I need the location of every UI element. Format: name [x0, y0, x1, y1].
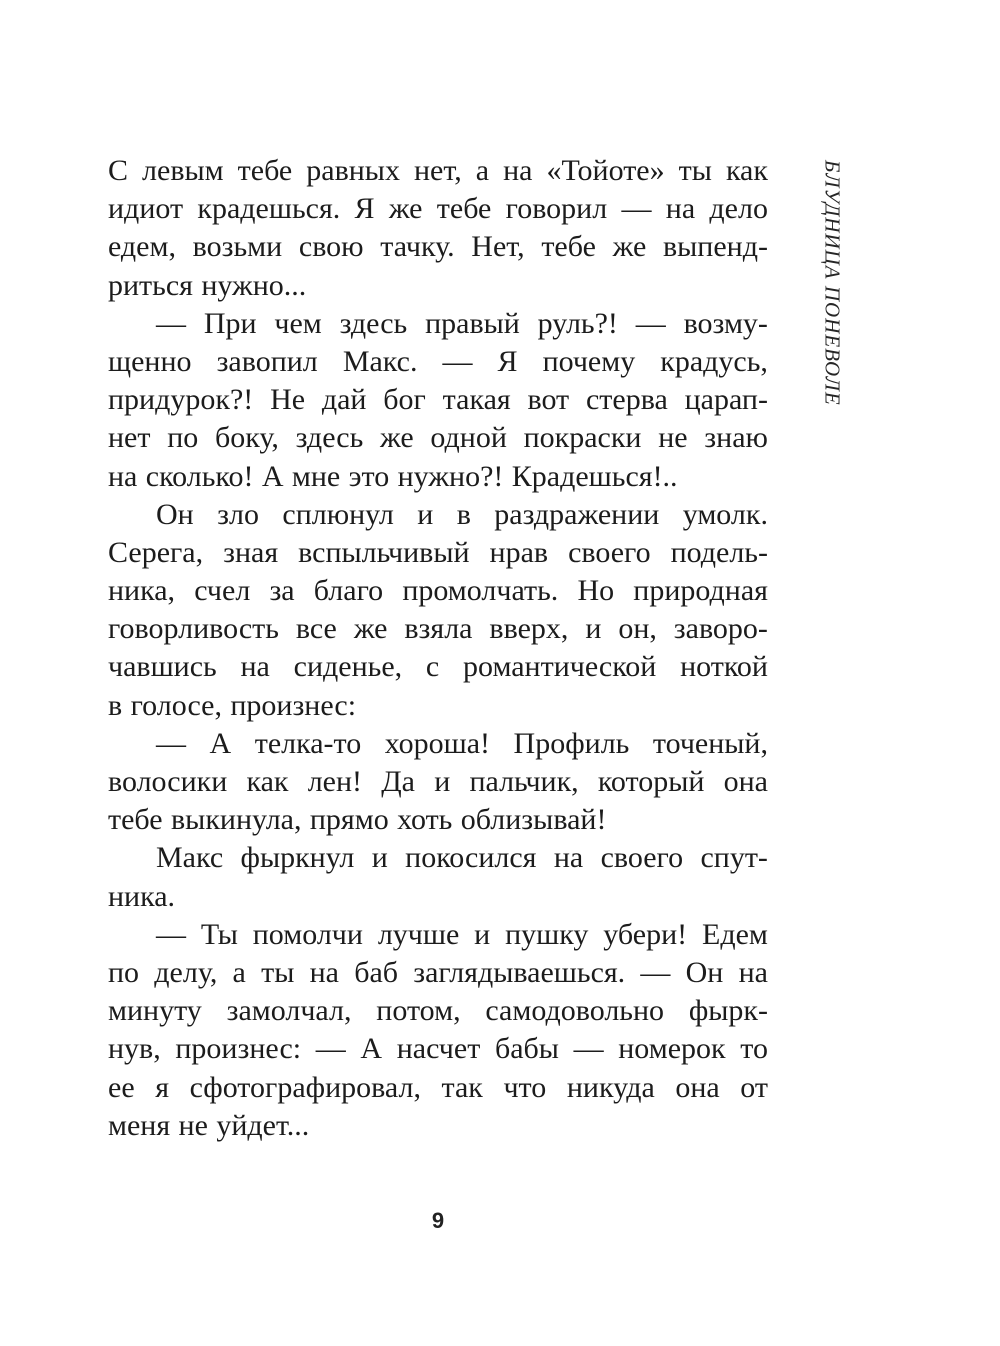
text-line — [108, 152, 768, 190]
word: тебе — [108, 803, 163, 837]
word: пальчик, — [469, 765, 579, 798]
word: сиденье, — [293, 650, 403, 684]
word: в — [108, 688, 123, 722]
word: ты — [261, 955, 295, 989]
word: чавшись — [108, 650, 217, 684]
word: идиот — [108, 192, 184, 226]
word: свою — [298, 230, 364, 264]
word: то — [740, 1032, 768, 1066]
word: и — [474, 917, 491, 951]
word: сплюнул — [282, 497, 394, 531]
word: сфотографировал, — [189, 1070, 421, 1104]
word: С — [108, 154, 129, 187]
text-line — [108, 992, 768, 1030]
word: а — [232, 955, 246, 989]
word: промолчать. — [402, 574, 559, 608]
word: на — [503, 154, 533, 187]
word: нужно?! — [397, 459, 504, 493]
word: зная — [223, 535, 279, 569]
word: произнес: — [230, 688, 357, 722]
word: тебе — [541, 230, 596, 264]
word: от — [740, 1070, 768, 1104]
word: точеный, — [652, 726, 768, 760]
word: — — [621, 192, 652, 226]
word: природная — [633, 574, 768, 608]
word: и — [371, 841, 388, 875]
text-line — [108, 305, 768, 343]
text-line — [108, 1069, 768, 1107]
running-head-title: БЛУДНИЦА ПОНЕВОЛЕ — [820, 160, 845, 406]
word: Ты — [200, 917, 238, 951]
text-line — [108, 648, 768, 686]
word: так — [441, 1070, 483, 1104]
word: Я — [497, 344, 518, 378]
word: здесь — [295, 421, 364, 455]
text-line — [108, 1030, 768, 1068]
word: возму- — [683, 306, 768, 340]
word: волосики — [108, 765, 228, 798]
text-line — [108, 916, 768, 954]
word: Профиль — [513, 726, 630, 760]
word: же — [388, 192, 423, 226]
word: такая — [442, 383, 511, 417]
word: на — [240, 650, 270, 684]
word: говорливость — [108, 612, 279, 646]
text-line — [108, 534, 768, 572]
word: облизывай! — [460, 803, 607, 837]
word: царап- — [684, 383, 768, 417]
text-line — [108, 267, 768, 305]
word: бог — [383, 383, 426, 417]
text-line — [108, 190, 768, 228]
word: спут- — [700, 841, 768, 875]
word: правый — [425, 306, 520, 340]
text-line — [108, 878, 768, 916]
word: Нет, — [471, 230, 525, 264]
word: ника. — [108, 879, 176, 913]
word: баб — [354, 955, 399, 989]
text-line — [108, 954, 768, 992]
body-text — [108, 152, 768, 1145]
word: счел — [194, 574, 251, 608]
word: вот — [527, 383, 570, 417]
word: своего — [600, 841, 684, 875]
word: «Тойоте» — [546, 154, 665, 187]
word: что — [503, 1070, 547, 1104]
word: Макс — [156, 841, 224, 875]
word: равных — [306, 154, 400, 187]
word: уйдет... — [216, 1108, 310, 1142]
word: же — [379, 421, 414, 455]
text-line — [108, 763, 768, 801]
word: вспыльчивый — [298, 535, 470, 569]
word: покосился — [405, 841, 537, 875]
word: ноткой — [680, 650, 768, 684]
word: все — [295, 612, 337, 646]
word: подель- — [670, 535, 768, 569]
word: Но — [577, 574, 615, 608]
word: с — [425, 650, 440, 684]
word: Крадешься!.. — [511, 459, 678, 493]
text-line — [108, 725, 768, 763]
word: покраски — [523, 421, 642, 455]
text-line — [108, 419, 768, 457]
text-line — [108, 572, 768, 610]
word: — — [573, 1032, 604, 1066]
word: ты — [678, 154, 712, 187]
word: При — [203, 306, 257, 340]
word: и — [434, 765, 451, 798]
word: благо — [313, 574, 384, 608]
word: на — [738, 955, 768, 989]
word: Он — [156, 497, 194, 531]
word: — — [635, 306, 666, 340]
word: крадусь, — [660, 344, 768, 378]
word: Не — [270, 383, 306, 417]
word: Едем — [702, 917, 768, 951]
word: тебе — [237, 154, 293, 187]
word: хоть — [397, 803, 453, 837]
word: же — [612, 230, 647, 264]
word: потом, — [376, 994, 461, 1028]
text-line — [108, 458, 768, 496]
word: тебе — [436, 192, 492, 226]
word: самодовольно — [485, 994, 665, 1028]
word: помолчи — [252, 917, 363, 951]
word: нрав — [489, 535, 549, 569]
word: и — [585, 612, 602, 646]
word: минуту — [108, 994, 202, 1028]
word: фыркнул — [240, 841, 355, 875]
word: — — [156, 306, 186, 340]
word: по — [167, 421, 199, 455]
word: одной — [430, 421, 507, 455]
word: — — [156, 917, 186, 951]
word: выпенд- — [662, 230, 768, 264]
word: который — [597, 765, 705, 798]
word: насчет — [396, 1032, 481, 1066]
word: раздражении — [494, 497, 660, 531]
word: как — [725, 154, 768, 187]
running-head — [812, 160, 852, 460]
text-line — [108, 610, 768, 648]
word: телка-то — [254, 726, 362, 760]
word: придурок?! — [108, 383, 254, 417]
word: я — [155, 1070, 170, 1104]
word: — — [640, 955, 671, 989]
word: руль?! — [537, 306, 618, 340]
word: на — [309, 955, 339, 989]
word: едем, — [108, 230, 176, 264]
word: дай — [321, 383, 367, 417]
word: Я — [354, 192, 375, 226]
word: на — [553, 841, 584, 875]
word: стерва — [585, 383, 668, 417]
word: пушку — [505, 917, 589, 951]
text-line — [108, 228, 768, 266]
text-line — [108, 801, 768, 839]
text-line — [108, 1107, 768, 1145]
word: умолк. — [682, 497, 768, 531]
word: голосе, — [130, 688, 222, 722]
word: замолчал, — [226, 994, 352, 1028]
word: чем — [274, 306, 322, 340]
word: за — [269, 574, 295, 608]
word: риться — [108, 268, 193, 302]
word: щенно — [108, 344, 192, 378]
word: почему — [542, 344, 636, 378]
word: нув, — [108, 1032, 161, 1066]
page-number: 9 — [431, 1208, 445, 1233]
word: нет — [108, 421, 151, 455]
word: фырк- — [688, 994, 768, 1028]
word: делу, — [154, 955, 218, 989]
word: возьми — [192, 230, 283, 264]
word: сколько! — [145, 459, 254, 493]
word: Серега, — [108, 535, 204, 569]
word: заворо- — [673, 612, 768, 646]
word: на — [665, 192, 696, 226]
word: прямо — [309, 803, 389, 837]
word: бабы — [494, 1032, 559, 1066]
word: нужно... — [201, 268, 307, 302]
word: нет, — [413, 154, 462, 187]
word: в — [456, 497, 471, 531]
word: боку, — [214, 421, 279, 455]
text-line — [108, 839, 768, 877]
word: Макс. — [342, 344, 418, 378]
word: на — [108, 459, 138, 493]
word: зло — [217, 497, 259, 531]
word: произнес: — [175, 1032, 302, 1066]
word: взяла — [404, 612, 473, 646]
word: Да — [381, 765, 415, 798]
word: — — [156, 726, 186, 760]
word: никуда — [566, 1070, 655, 1104]
word: она — [675, 1070, 720, 1104]
text-line — [108, 687, 768, 725]
word: же — [353, 612, 388, 646]
word: заглядываешься. — [413, 955, 626, 989]
word: левым — [142, 154, 224, 187]
word: убери! — [603, 917, 688, 951]
word: она — [723, 765, 768, 798]
word: — — [442, 344, 473, 378]
word: А — [360, 1032, 383, 1066]
word: — — [315, 1032, 346, 1066]
text-line — [108, 343, 768, 381]
word: как — [246, 765, 289, 798]
word: лен! — [307, 765, 363, 798]
word: не — [658, 421, 688, 455]
word: а — [475, 154, 490, 187]
word: знаю — [704, 421, 768, 455]
word: здесь — [339, 306, 408, 340]
word: романтической — [463, 650, 657, 684]
word: это — [348, 459, 390, 493]
word: А — [261, 459, 284, 493]
word: он, — [618, 612, 657, 646]
word: крадешься. — [197, 192, 341, 226]
word: Он — [685, 955, 724, 989]
word: своего — [568, 535, 651, 569]
text-line — [108, 496, 768, 534]
word: номерок — [618, 1032, 726, 1066]
word: меня — [108, 1108, 171, 1142]
word: А — [209, 726, 232, 760]
word: выкинула, — [171, 803, 302, 837]
word: мне — [291, 459, 341, 493]
word: хороша! — [384, 726, 491, 760]
word: по — [108, 955, 140, 989]
word: ее — [108, 1070, 135, 1104]
word: вверх, — [489, 612, 569, 646]
word: говорил — [505, 192, 608, 226]
text-line — [108, 381, 768, 419]
word: и — [417, 497, 434, 531]
word: завопил — [216, 344, 318, 378]
word: тачку. — [380, 230, 455, 264]
word: не — [178, 1108, 208, 1142]
word: ника, — [108, 574, 176, 608]
word: лучше — [377, 917, 460, 951]
word: дело — [709, 192, 768, 226]
